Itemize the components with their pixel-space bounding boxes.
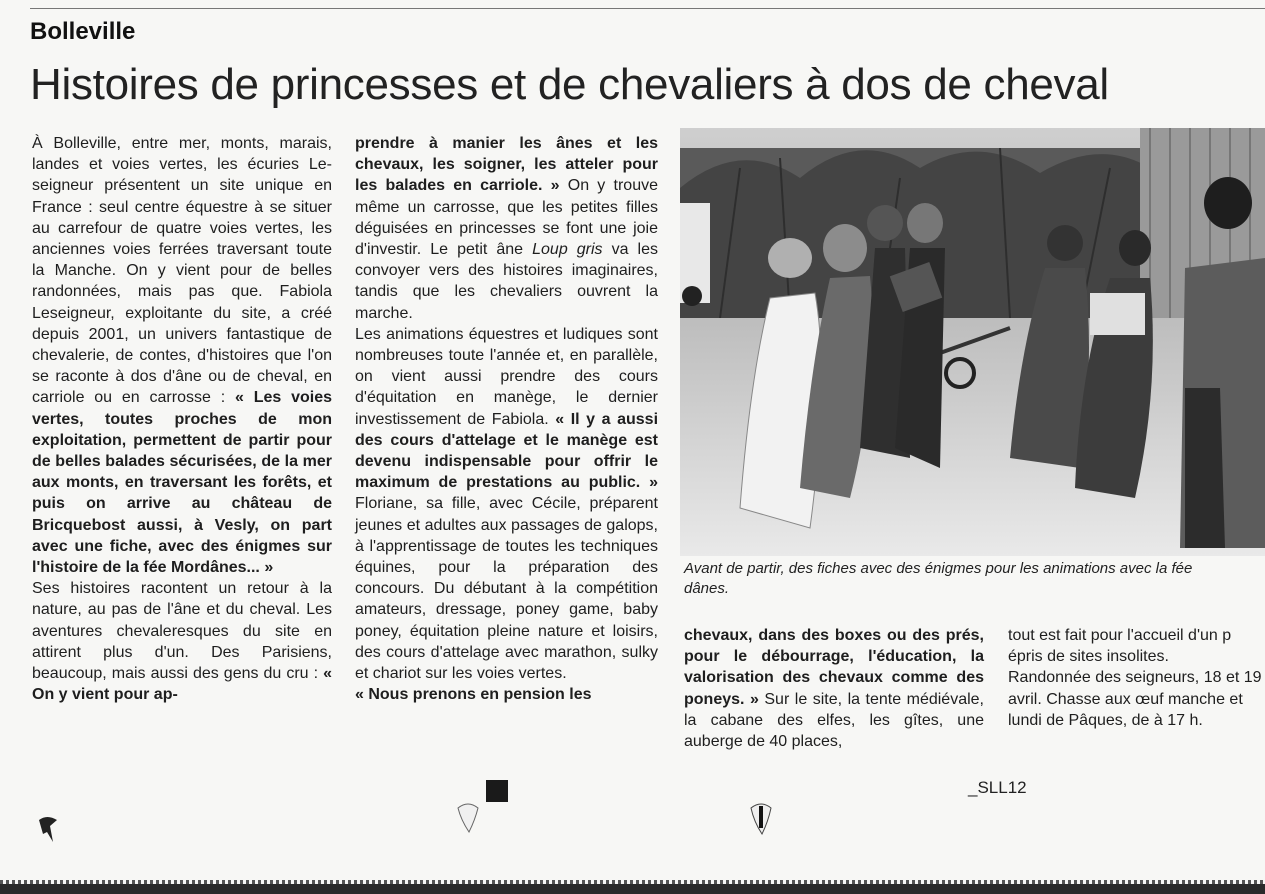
staple-hole-icon [748, 800, 774, 838]
page-code: _SLL12 [968, 778, 1027, 797]
text-run: On y trouve même un carrosse, que les petites filles déguisées en princesses se font une joie d'investir. Le petit âne [355, 177, 658, 259]
text-run: « On y vient pour ap- [32, 665, 332, 704]
text-run: Sur le site, la tente médiévale, la cabane des elfes, les gîtes, une auberge de 40 places, [684, 690, 985, 751]
text-run: « Les voies vertes, toutes proches de mon exploitation, permettent de partir pour de belles balades sécurisées, de la mer aux monts, en traversant les forêts, et puis on arrive au château de Bricquebost aussi, à Vesly, on part avec une fiche, avec des énigmes sur l'histoire de la fée Mordânes... » [32, 389, 332, 577]
text-run: Loup gris [532, 241, 603, 259]
staple-hole-icon [35, 812, 61, 846]
text-run: tout est fait pour l'accueil d'un p épris de sites insolites. Randonnée des seigneurs, 18 et 19 avril. Chasse aux œuf manche et lundi de Pâques, de à 17 h. [1008, 627, 1262, 729]
text-run: prendre à manier les ânes et les chevaux, les soigner, les atteler pour les balades en carriole. » [355, 135, 658, 195]
text-run: À Bolleville, entre mer, monts, marais, landes et voies vertes, les écuries Leseigneur présentent un site unique en France : seul centre équestre à se situer au carrefour de quatre voies vertes, les anciennes voies ferrées traversant toute la Manche. On y vient pour de belles randonnées, mais pas que. Fabiola Leseigneur, exploitante du site, a créé depuis 2001, un univers fantastique de chevalerie, de contes, d'histoires que l'on se raconte à dos d'âne ou de cheval, en carriole ou en carrosse : [32, 135, 332, 407]
text-run: Ses histoires racontent un retour à la nature, au pas de l'âne et du cheval. Les aventures chevaleresques du site en attirent plus d'un. Des Parisiens, beaucoup, mais aussi des gens du cru : [32, 580, 332, 683]
text-run: « Nous prenons en pension les [355, 686, 592, 704]
text-run: va les convoyer vers des histoires imaginaires, tandis que les chevaliers ouvrent la marche. Les animations équestres et ludiques sont nombreuses toute l'année et, en parallèle, on vient aussi prendre des cours d'équitation en manège, le dernier investissement de Fabiola. [355, 241, 658, 428]
article-column-2 [355, 133, 658, 705]
photo-caption: Avant de partir, des fiches avec des énigmes pour les animations avec la fée dânes. [684, 560, 1193, 597]
text-run: chevaux, dans des boxes ou des prés, pour le débourrage, l'éducation, la valorisation des chevaux comme des poneys. » [684, 627, 984, 708]
staple-hole-icon [455, 800, 481, 836]
page-bottom-border [0, 884, 1265, 894]
article-column-1 [32, 133, 332, 705]
headline: Histoires de princesses et de chevaliers à dos de cheval [30, 60, 1109, 109]
section-kicker: Bolleville [30, 18, 136, 45]
article-column-4 [1008, 625, 1265, 731]
photo-children-in-costumes [680, 128, 1265, 556]
text-run: Floriane, sa fille, avec Cécile, préparent jeunes et adultes aux passages de galops, à l'apprentissage de toutes les techniques équines, pour la préparation des concours. Du débutant à la compétition amateurs, dressage, poney game, baby poney, équitation pleine nature et loisirs, des cours d'attelage avec marathon, sulky et chariot sur les voies vertes. [355, 495, 658, 683]
text-run: « Il y a aussi des cours d'attelage et le manège est devenu indispensable pour offrir le maximum de prestations au public. » [355, 410, 659, 492]
article-column-3 [684, 625, 984, 752]
top-rule [30, 8, 1265, 9]
article-photo [680, 128, 1265, 556]
end-of-article-square [486, 780, 508, 802]
